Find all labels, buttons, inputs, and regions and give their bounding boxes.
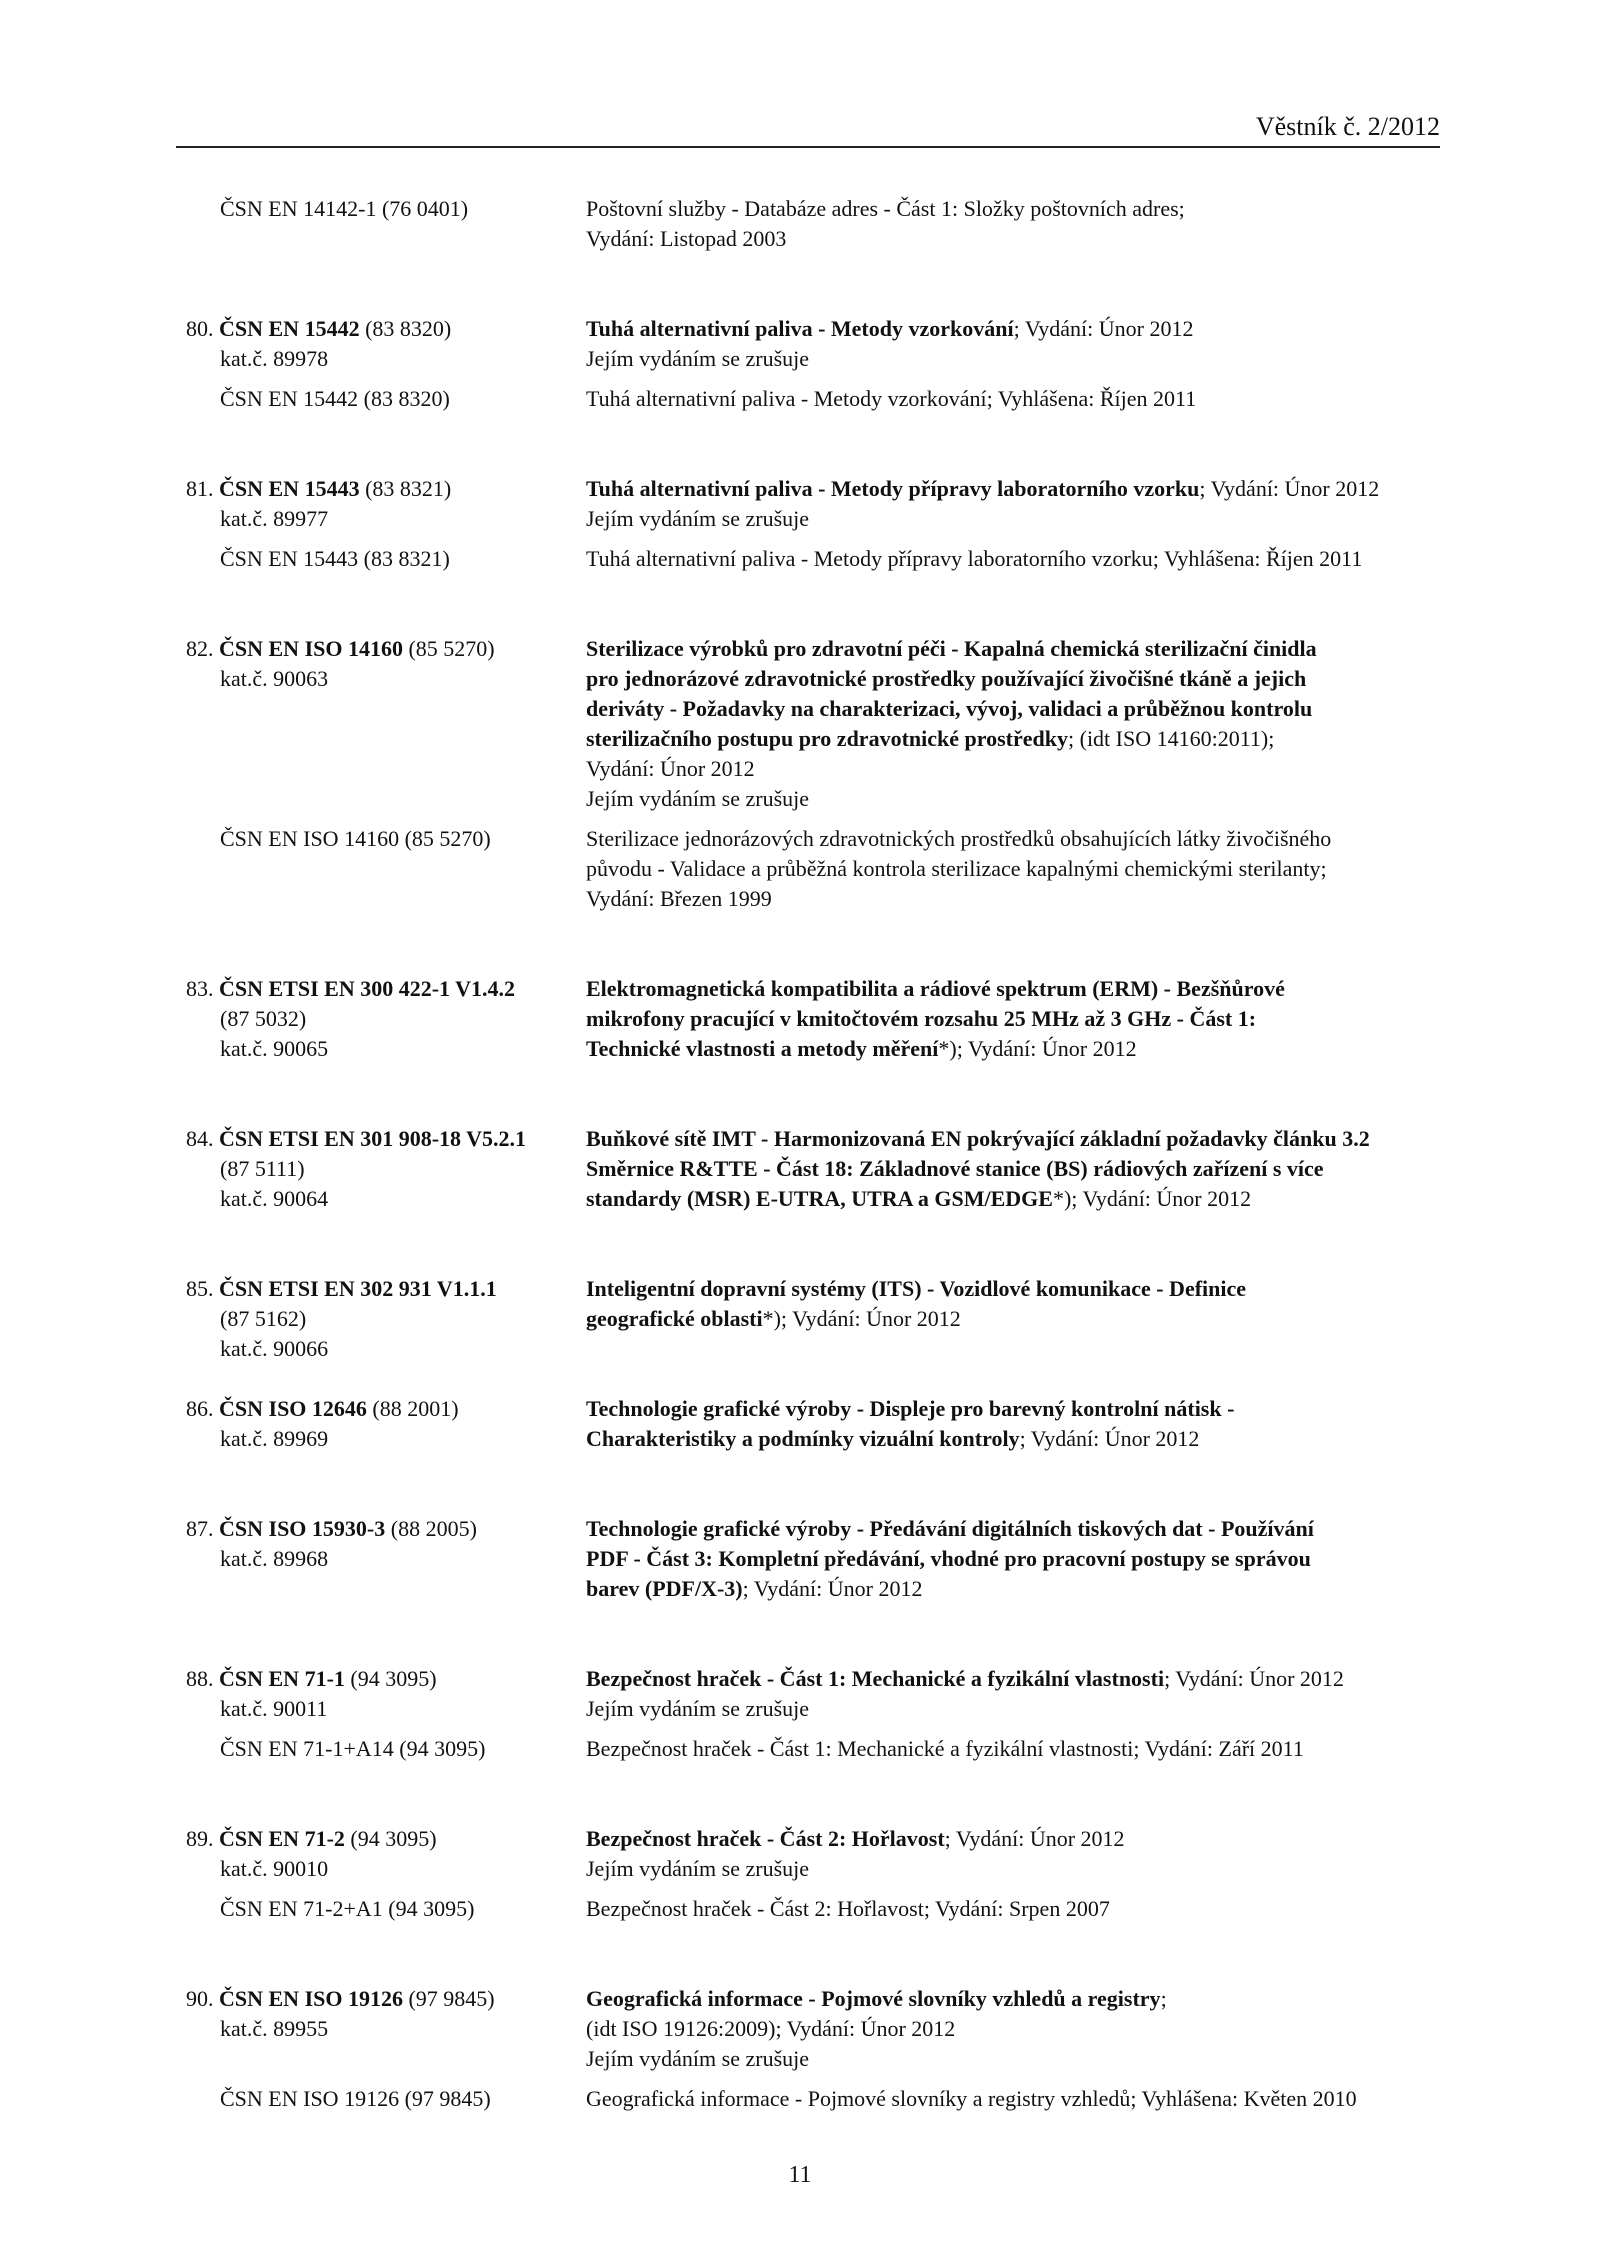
- standard-code: ČSN ISO 15930-3: [219, 1516, 386, 1541]
- replaced-standard-title: Sterilizace jednorázových zdravotnických prostředků obsahujících látky živočišného: [586, 826, 1332, 851]
- entry-code-line: [186, 974, 566, 1004]
- catalog-number: kat.č. 90063: [220, 666, 329, 691]
- replaced-standard-row: [186, 2084, 1446, 2114]
- entry-main-row: [186, 1394, 1446, 1454]
- standard-title: barev (PDF/X-3): [586, 1576, 743, 1601]
- standard-title: geografické oblasti: [586, 1306, 763, 1331]
- entry-number: 86.: [186, 1396, 219, 1421]
- catalog-number: kat.č. 89978: [220, 346, 329, 371]
- standard-code: ČSN ETSI EN 301 908-18 V5.2.1: [219, 1126, 527, 1151]
- standard-entry: [186, 314, 1446, 414]
- standard-class: (94 3095): [344, 1826, 437, 1851]
- standard-entry: [186, 1984, 1446, 2114]
- entry-title-column: [586, 314, 1446, 374]
- entry-title-column: [586, 1274, 1446, 1334]
- replaced-standard-code: ČSN EN 71-2+A1 (94 3095): [220, 1896, 475, 1921]
- replaced-code-column: [186, 544, 566, 574]
- standard-code: ČSN EN 15442: [219, 316, 360, 341]
- replaced-standard-title: Bezpečnost hraček - Část 1: Mechanické a fyzikální vlastnosti; Vydání: Září 2011: [586, 1736, 1304, 1761]
- standard-title: Buňkové sítě IMT - Harmonizovaná EN pokrývající základní požadavky článku 3.2: [586, 1126, 1370, 1151]
- issue-info: ;: [1160, 1986, 1167, 2011]
- note-line: Jejím vydáním se zrušuje: [586, 1696, 810, 1721]
- title-line: [586, 1184, 1446, 1214]
- title-line: [586, 724, 1446, 754]
- title-line: [586, 314, 1446, 344]
- standard-class: (87 5032): [220, 1006, 307, 1031]
- standard-title: deriváty - Požadavky na charakterizaci, vývoj, validaci a průběžnou kontrolu: [586, 696, 1313, 721]
- entry-code-line: [186, 1664, 566, 1694]
- entry-code-line: [186, 1984, 566, 2014]
- standard-entry: [186, 474, 1446, 574]
- catalog-number: kat.č. 90064: [220, 1186, 329, 1211]
- standard-class: (97 9845): [402, 1986, 495, 2011]
- standard-title: mikrofony pracující v kmitočtovém rozsahu 25 MHz až 3 GHz - Část 1:: [586, 1006, 1257, 1031]
- entry-number: 90.: [186, 1986, 219, 2011]
- entry-main-row: [186, 1514, 1446, 1604]
- standard-title: Technologie grafické výroby - Displeje pro barevný kontrolní nátisk -: [586, 1396, 1235, 1421]
- title-line: [586, 1304, 1446, 1334]
- standard-entry: [186, 974, 1446, 1064]
- note-line: Jejím vydáním se zrušuje: [586, 506, 810, 531]
- catalog-number: kat.č. 90066: [220, 1336, 329, 1361]
- standard-entry: [186, 1514, 1446, 1604]
- replaced-standard-code: ČSN EN 14142-1 (76 0401): [220, 196, 469, 221]
- note-line: Jejím vydáním se zrušuje: [586, 786, 810, 811]
- standard-entry: [186, 194, 1446, 254]
- replaced-code-column: [186, 824, 566, 854]
- replaced-standard-code: ČSN EN 71-1+A14 (94 3095): [220, 1736, 486, 1761]
- replaced-title-column: [586, 194, 1446, 254]
- replaced-standard-row: [186, 544, 1446, 574]
- catalog-number: kat.č. 89969: [220, 1426, 329, 1451]
- standard-class: (88 2005): [385, 1516, 477, 1541]
- entry-code-line: [186, 1514, 566, 1544]
- entry-code-column: [186, 1824, 566, 1884]
- replaced-code-column: [186, 1734, 566, 1764]
- standard-title: Elektromagnetická kompatibilita a rádiové spektrum (ERM) - Bezšňůrové: [586, 976, 1285, 1001]
- issue-info: ; Vydání: Únor 2012: [944, 1826, 1125, 1851]
- note-line: (idt ISO 19126:2009); Vydání: Únor 2012: [586, 2016, 956, 2041]
- title-line: [586, 1394, 1446, 1424]
- standard-title: Charakteristiky a podmínky vizuální kontroly: [586, 1426, 1020, 1451]
- entry-number: 89.: [186, 1826, 219, 1851]
- note-line: Jejím vydáním se zrušuje: [586, 1856, 810, 1881]
- replaced-title-column: [586, 824, 1446, 914]
- standard-entry: [186, 1124, 1446, 1214]
- standard-title: Bezpečnost hraček - Část 1: Mechanické a fyzikální vlastnosti: [586, 1666, 1165, 1691]
- journal-title: Věstník č. 2/2012: [1255, 112, 1440, 141]
- replaced-standard-row: [186, 194, 1446, 254]
- standard-entry: [186, 1274, 1446, 1361]
- standard-class: (87 5111): [220, 1156, 305, 1181]
- replaced-standard-title: Vydání: Březen 1999: [586, 886, 772, 911]
- catalog-number: kat.č. 90011: [220, 1696, 328, 1721]
- entry-title-column: [586, 1984, 1446, 2074]
- catalog-number: kat.č. 90010: [220, 1856, 329, 1881]
- entry-number: 88.: [186, 1666, 219, 1691]
- catalog-number: kat.č. 89968: [220, 1546, 329, 1571]
- entry-number: 83.: [186, 976, 219, 1001]
- standard-title: standardy (MSR) E-UTRA, UTRA a GSM/EDGE: [586, 1186, 1053, 1211]
- replaced-code-column: [186, 384, 566, 414]
- replaced-standard-title: Tuhá alternativní paliva - Metody přípravy laboratorního vzorku; Vyhlášena: Říjen 2011: [586, 546, 1363, 571]
- standard-entry: [186, 634, 1446, 914]
- title-line: [586, 1824, 1446, 1854]
- standard-title: Technické vlastnosti a metody měření: [586, 1036, 939, 1061]
- standard-title: Směrnice R&TTE - Část 18: Základnové stanice (BS) rádiových zařízení s více: [586, 1156, 1324, 1181]
- entry-number: 85.: [186, 1276, 219, 1301]
- entry-main-row: [186, 1664, 1446, 1724]
- standard-code: ČSN ETSI EN 300 422-1 V1.4.2: [219, 976, 516, 1001]
- issue-info: ; Vydání: Únor 2012: [1013, 316, 1194, 341]
- title-line: [586, 1274, 1446, 1304]
- title-line: [586, 1574, 1446, 1604]
- entry-number: 80.: [186, 316, 219, 341]
- entry-title-column: [586, 1514, 1446, 1604]
- entry-code-line: [186, 1274, 566, 1304]
- standard-code: ČSN EN ISO 14160: [219, 636, 403, 661]
- standard-class: (85 5270): [402, 636, 495, 661]
- title-line: [586, 1514, 1446, 1544]
- entry-main-row: [186, 1274, 1446, 1361]
- entry-number: 81.: [186, 476, 219, 501]
- replaced-code-column: [186, 194, 566, 224]
- replaced-code-column: [186, 2084, 566, 2114]
- entry-main-row: [186, 974, 1446, 1064]
- standard-title: pro jednorázové zdravotnické prostředky používající živočišné tkáně a jejich: [586, 666, 1307, 691]
- replaced-title-column: [586, 1734, 1446, 1764]
- issue-info: ; Vydání: Únor 2012: [1019, 1426, 1200, 1451]
- entry-code-column: [186, 974, 566, 1064]
- replaced-standard-row: [186, 1894, 1446, 1924]
- standard-code: ČSN ETSI EN 302 931 V1.1.1: [219, 1276, 497, 1301]
- entry-code-column: [186, 1274, 566, 1364]
- title-line: [586, 1034, 1446, 1064]
- standard-entry: [186, 1824, 1446, 1924]
- entry-title-column: [586, 1124, 1446, 1214]
- standard-entry: [186, 1664, 1446, 1764]
- standard-class: (83 8321): [359, 476, 452, 501]
- replaced-title-column: [586, 1894, 1446, 1924]
- title-line: [586, 634, 1446, 664]
- entry-number: 84.: [186, 1126, 219, 1151]
- entry-title-column: [586, 974, 1446, 1064]
- entry-title-column: [586, 1664, 1446, 1724]
- entry-code-column: [186, 1394, 566, 1454]
- page-header: [176, 110, 1440, 148]
- issue-info: ; Vydání: Únor 2012: [742, 1576, 923, 1601]
- title-line: [586, 1154, 1446, 1184]
- standard-code: ČSN EN 15443: [219, 476, 360, 501]
- entry-code-line: [186, 474, 566, 504]
- title-line: [586, 1544, 1446, 1574]
- replaced-standard-title: Tuhá alternativní paliva - Metody vzorkování; Vyhlášena: Říjen 2011: [586, 386, 1197, 411]
- entry-code-column: [186, 1514, 566, 1574]
- entry-code-line: [186, 1394, 566, 1424]
- replaced-standard-code: ČSN EN ISO 14160 (85 5270): [220, 826, 491, 851]
- note-line: Jejím vydáním se zrušuje: [586, 2046, 810, 2071]
- entry-main-row: [186, 314, 1446, 374]
- standard-entry: [186, 1394, 1446, 1454]
- replaced-standard-code: ČSN EN 15442 (83 8320): [220, 386, 450, 411]
- entry-title-column: [586, 474, 1446, 534]
- title-line: [586, 664, 1446, 694]
- entry-code-column: [186, 1664, 566, 1724]
- title-line: [586, 1004, 1446, 1034]
- entry-main-row: [186, 474, 1446, 534]
- entry-code-line: [186, 314, 566, 344]
- standard-code: ČSN EN 71-2: [219, 1826, 345, 1851]
- issue-info: ; Vydání: Únor 2012: [1164, 1666, 1344, 1691]
- standard-title: Bezpečnost hraček - Část 2: Hořlavost: [586, 1826, 945, 1851]
- issue-info: *); Vydání: Únor 2012: [938, 1036, 1137, 1061]
- replaced-standard-title: Geografická informace - Pojmové slovníky a registry vzhledů; Vyhlášena: Květen 2010: [586, 2086, 1357, 2111]
- standard-class: (88 2001): [366, 1396, 459, 1421]
- replaced-standard-row: [186, 384, 1446, 414]
- issue-info: ; Vydání: Únor 2012: [1199, 476, 1380, 501]
- standard-title: PDF - Část 3: Kompletní předávání, vhodné pro pracovní postupy se správou: [586, 1546, 1311, 1571]
- catalog-number: kat.č. 89977: [220, 506, 329, 531]
- replaced-standard-title: Poštovní služby - Databáze adres - Část 1: Složky poštovních adres;: [586, 196, 1185, 221]
- replaced-standard-code: ČSN EN 15443 (83 8321): [220, 546, 450, 571]
- title-line: [586, 1664, 1446, 1694]
- replaced-standard-title: Vydání: Listopad 2003: [586, 226, 787, 251]
- standard-class: (87 5162): [220, 1306, 307, 1331]
- entry-code-column: [186, 634, 566, 694]
- entry-code-column: [186, 1984, 566, 2044]
- entry-title-column: [586, 634, 1446, 814]
- entry-code-column: [186, 1124, 566, 1214]
- issue-info: *); Vydání: Únor 2012: [762, 1306, 961, 1331]
- replaced-standard-title: původu - Validace a průběžná kontrola sterilizace kapalnými chemickými sterilanty;: [586, 856, 1327, 881]
- standard-code: ČSN EN 71-1: [219, 1666, 345, 1691]
- title-line: [586, 1124, 1446, 1154]
- entry-main-row: [186, 1824, 1446, 1884]
- entry-number: 87.: [186, 1516, 219, 1541]
- standard-title: Tuhá alternativní paliva - Metody vzorkování: [586, 316, 1014, 341]
- replaced-standard-row: [186, 1734, 1446, 1764]
- replaced-title-column: [586, 544, 1446, 574]
- standard-code: ČSN ISO 12646: [219, 1396, 367, 1421]
- page-number: 11: [788, 2162, 812, 2188]
- standard-title: sterilizačního postupu pro zdravotnické prostředky: [586, 726, 1068, 751]
- title-line: [586, 474, 1446, 504]
- replaced-standard-row: [186, 824, 1446, 914]
- replaced-standard-title: Bezpečnost hraček - Část 2: Hořlavost; Vydání: Srpen 2007: [586, 1896, 1110, 1921]
- entry-title-column: [586, 1824, 1446, 1884]
- title-line: [586, 974, 1446, 1004]
- entry-main-row: [186, 1984, 1446, 2074]
- standards-list: [186, 194, 1446, 2174]
- standard-class: (94 3095): [344, 1666, 437, 1691]
- standard-title: Sterilizace výrobků pro zdravotní péči - Kapalná chemická sterilizační činidla: [586, 636, 1317, 661]
- standard-title: Tuhá alternativní paliva - Metody přípravy laboratorního vzorku: [586, 476, 1200, 501]
- standard-title: Inteligentní dopravní systémy (ITS) - Vozidlové komunikace - Definice: [586, 1276, 1247, 1301]
- standard-title: Geografická informace - Pojmové slovníky vzhledů a registry: [586, 1986, 1161, 2011]
- replaced-code-column: [186, 1894, 566, 1924]
- catalog-number: kat.č. 89955: [220, 2016, 329, 2041]
- issue-info: *); Vydání: Únor 2012: [1052, 1186, 1252, 1211]
- catalog-number: kat.č. 90065: [220, 1036, 329, 1061]
- title-line: [586, 694, 1446, 724]
- entry-code-line: [186, 1824, 566, 1854]
- standard-code: ČSN EN ISO 19126: [219, 1986, 403, 2011]
- replaced-title-column: [586, 2084, 1446, 2114]
- replaced-standard-code: ČSN EN ISO 19126 (97 9845): [220, 2086, 491, 2111]
- replaced-title-column: [586, 384, 1446, 414]
- entry-code-column: [186, 474, 566, 534]
- entry-code-column: [186, 314, 566, 374]
- note-line: Jejím vydáním se zrušuje: [586, 346, 810, 371]
- note-line: Vydání: Únor 2012: [586, 756, 755, 781]
- title-line: [586, 1424, 1446, 1454]
- entry-code-line: [186, 634, 566, 664]
- standard-title: Technologie grafické výroby - Předávání digitálních tiskových dat - Používání: [586, 1516, 1314, 1541]
- standard-class: (83 8320): [359, 316, 452, 341]
- entry-number: 82.: [186, 636, 219, 661]
- title-line: [586, 1984, 1446, 2014]
- entry-main-row: [186, 1124, 1446, 1214]
- entry-main-row: [186, 634, 1446, 814]
- entry-code-line: [186, 1124, 566, 1154]
- issue-info: ; (idt ISO 14160:2011);: [1068, 726, 1275, 751]
- entry-title-column: [586, 1394, 1446, 1454]
